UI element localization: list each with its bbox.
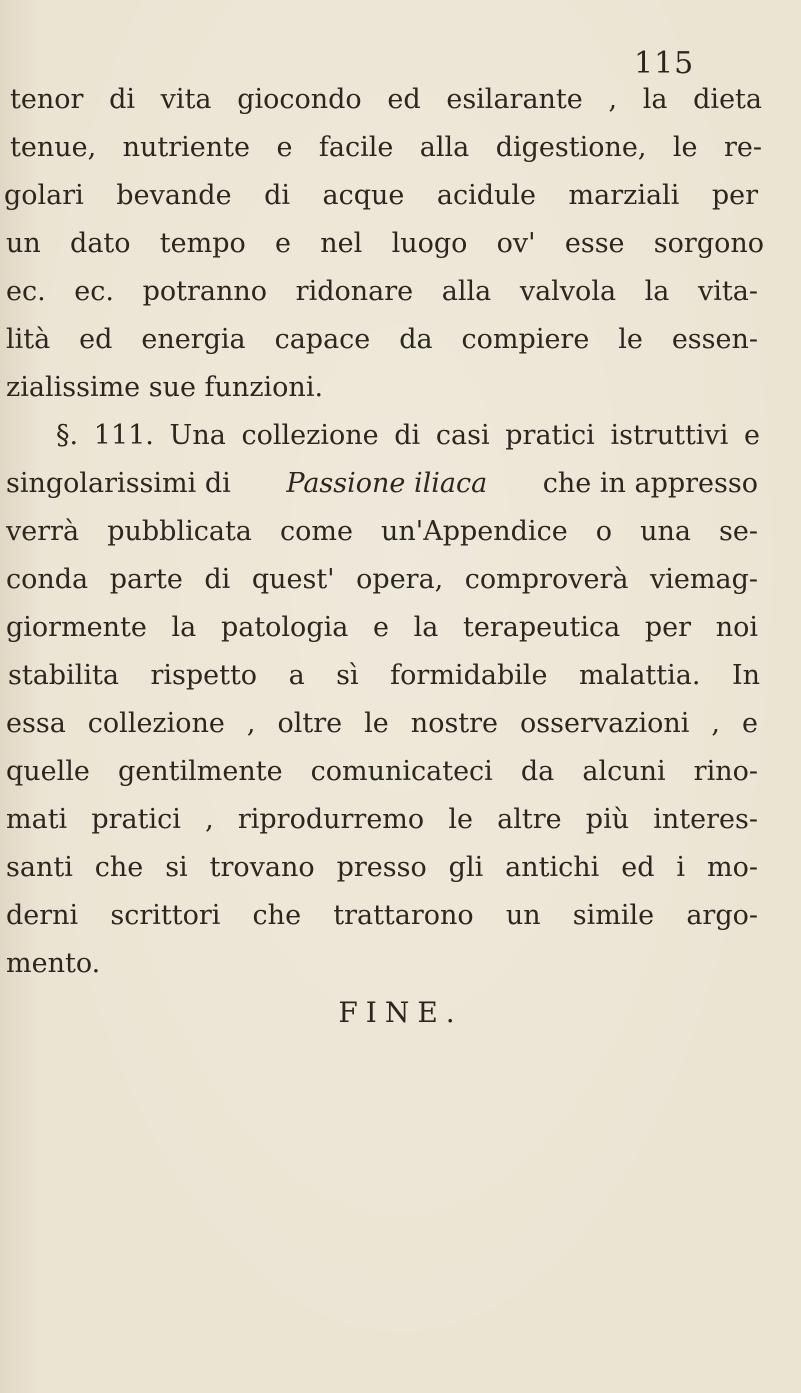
italic-phrase: Passione iliaca <box>286 468 488 499</box>
text-line-9 <box>6 460 758 508</box>
text-line-5: ec. ec. potranno ridonare alla valvola la vita- <box>6 276 758 307</box>
text-line-3: golari bevande di acque acidule marziali per <box>4 180 758 211</box>
text-line-9-head: singolarissimi di <box>6 468 231 499</box>
page-number: 115 <box>634 46 695 81</box>
text-line-9-tail: che in appresso <box>542 468 758 499</box>
text-line-15: quelle gentilmente comunicateci da alcuni rino- <box>6 756 758 787</box>
text-line-13: stabilita rispetto a sì formidabile malattia. In <box>8 660 760 691</box>
text-line-17: santi che si trovano presso gli antichi ed i mo- <box>6 852 758 883</box>
text-line-12: giormente la patologia e la terapeutica per noi <box>6 612 758 643</box>
text-line-4: un dato tempo e nel luogo ov' esse sorgono <box>6 228 764 259</box>
text-line-14: essa collezione , oltre le nostre osservazioni , e <box>6 708 758 739</box>
text-line-16: mati pratici , riprodurremo le altre più interes- <box>6 804 758 835</box>
text-line-10: verrà pubblicata come un'Appendice o una se- <box>6 516 758 547</box>
text-line-2: tenue, nutriente e facile alla digestione, le re- <box>10 132 762 163</box>
text-line-18: derni scrittori che trattarono un simile argo- <box>6 900 758 931</box>
text-line-1: tenor di vita giocondo ed esilarante , la dieta <box>10 84 762 115</box>
text-line-11: conda parte di quest' opera, comproverà viemag- <box>6 564 758 595</box>
text-line-8: §. 111. Una collezione di casi pratici istruttivi e <box>56 420 760 451</box>
end-mark: FINE. <box>338 996 463 1029</box>
text-line-7: zialissime sue funzioni. <box>6 372 324 403</box>
text-line-19: mento. <box>6 948 101 979</box>
text-line-6: lità ed energia capace da compiere le essen- <box>6 324 758 355</box>
